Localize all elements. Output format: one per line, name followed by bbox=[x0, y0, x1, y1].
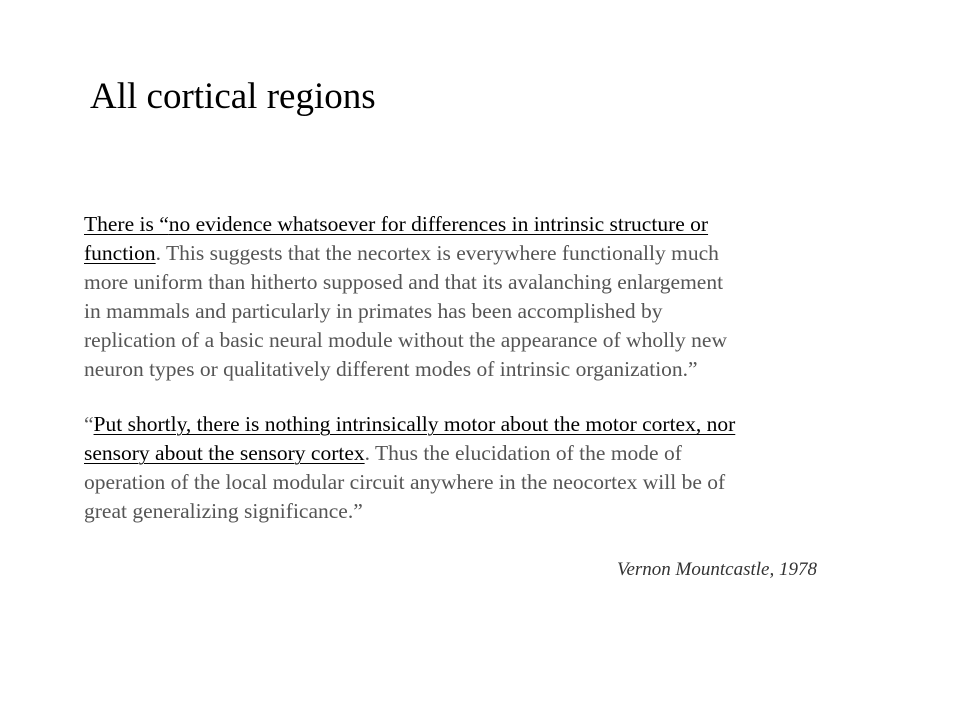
quote1-line-5: replication of a basic neural module without the appearance of wholly new bbox=[84, 328, 727, 352]
quote2-line-3: operation of the local modular circuit anywhere in the neocortex will be of bbox=[84, 470, 726, 494]
quote1-line-1-lead: There is “ bbox=[84, 212, 169, 236]
quote2-line-1 bbox=[84, 410, 824, 439]
quote-paragraph-1 bbox=[84, 210, 824, 384]
quote-block bbox=[84, 210, 824, 526]
slide-title: All cortical regions bbox=[90, 76, 376, 117]
quote2-line-2 bbox=[84, 439, 824, 468]
quote1-line-2 bbox=[84, 239, 824, 268]
quote1-line-1-emphasis: no evidence whatsoever for differences in intrinsic structure or bbox=[168, 212, 709, 236]
quote1-line-2-emphasis: function bbox=[84, 241, 156, 265]
quote1-line-1 bbox=[84, 210, 824, 239]
paragraph-gap bbox=[84, 384, 824, 410]
quote2-line-2-emphasis: sensory about the sensory cortex bbox=[84, 441, 365, 465]
quote1-line-6: neuron types or qualitatively different modes of intrinsic organization.” bbox=[84, 357, 698, 381]
quote2-line-4: great generalizing significance.” bbox=[84, 499, 363, 523]
quote1-line-4: in mammals and particularly in primates has been accomplished by bbox=[84, 299, 663, 323]
quote1-line-2-rest: . This suggests that the necortex is everywhere functionally much bbox=[155, 241, 719, 265]
quote2-line-2-rest: . Thus the elucidation of the mode of bbox=[364, 441, 682, 465]
quote1-line-3: more uniform than hitherto supposed and that its avalanching enlargement bbox=[84, 270, 724, 294]
quote-paragraph-2 bbox=[84, 410, 824, 526]
quote2-line-1-emphasis: Put shortly, there is nothing intrinsically motor about the motor cortex, nor bbox=[93, 412, 736, 436]
quote2-open-quote: “ bbox=[84, 412, 94, 436]
attribution: Vernon Mountcastle, 1978 bbox=[616, 559, 817, 580]
